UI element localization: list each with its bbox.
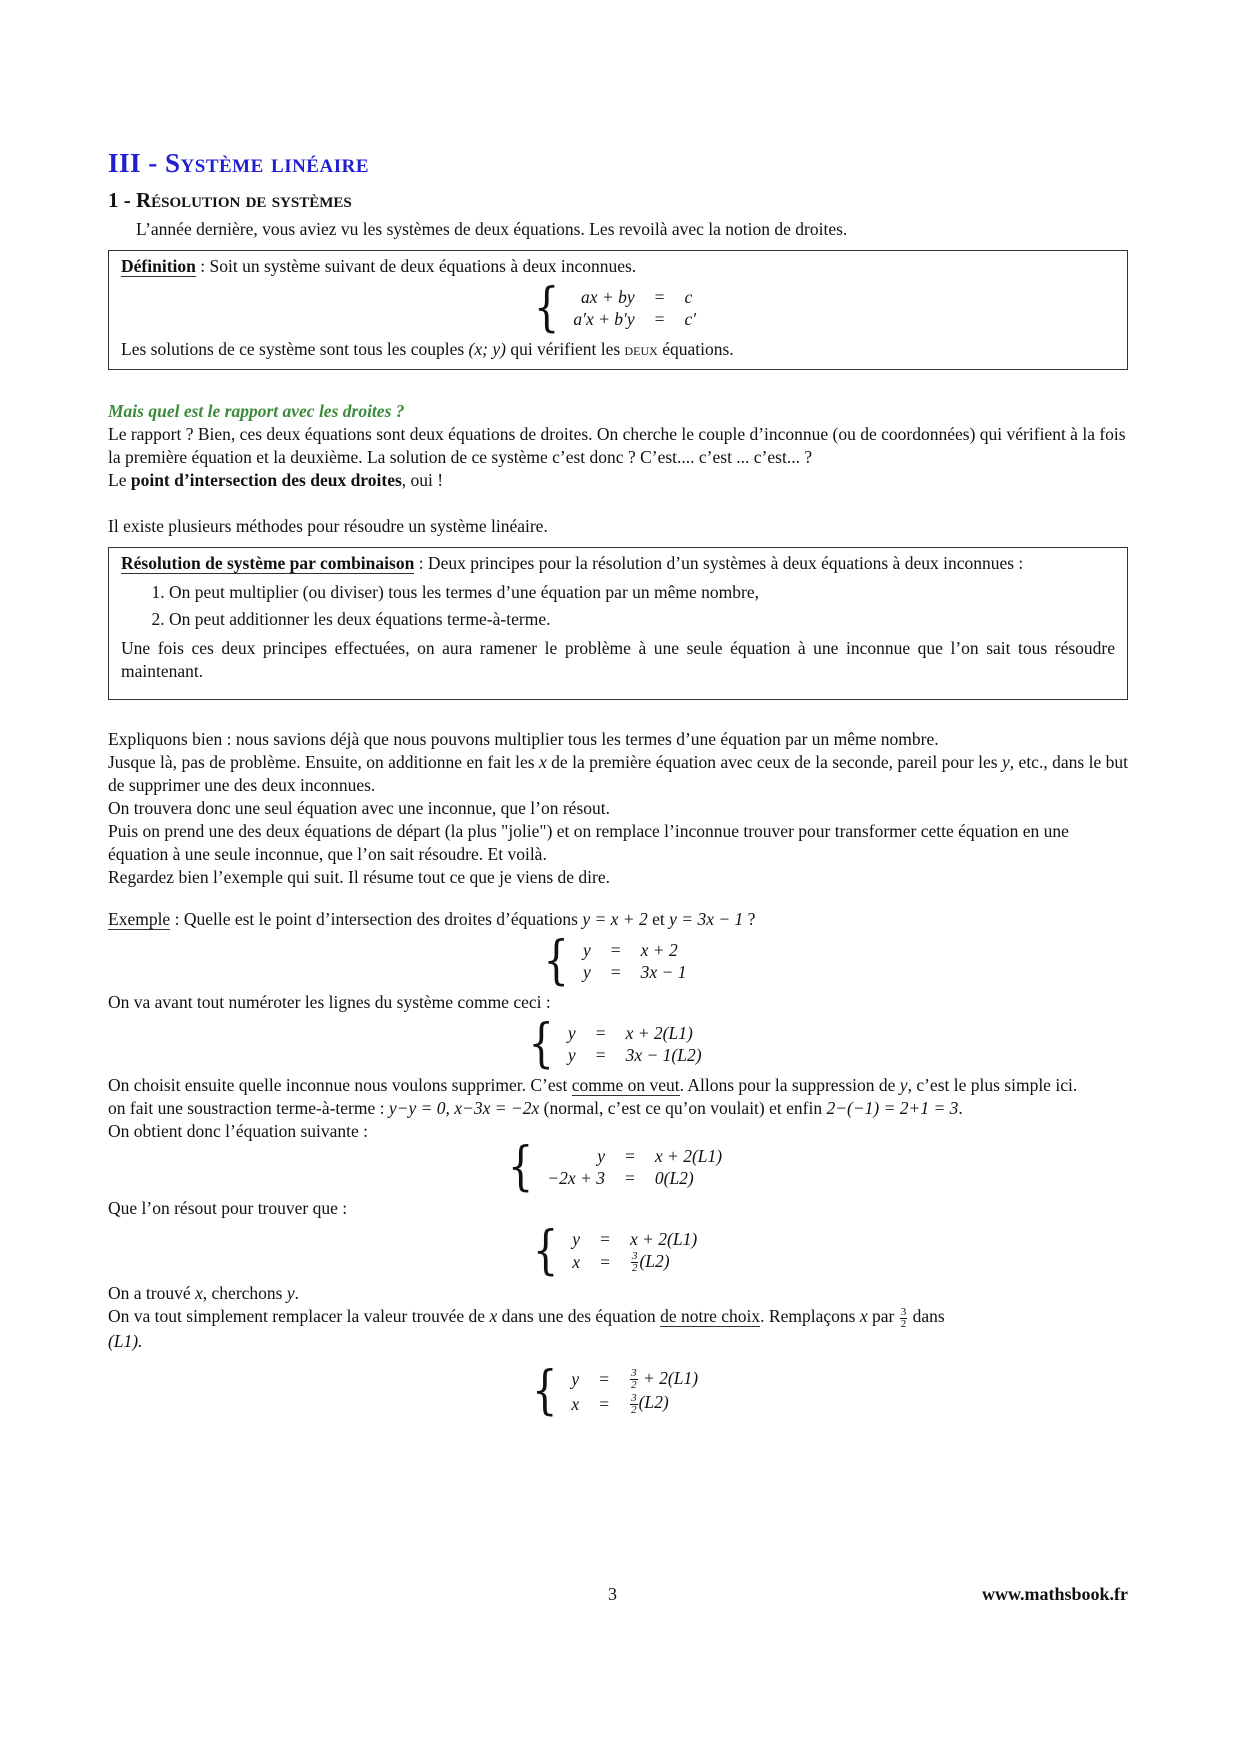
system-brace: { — [532, 1221, 559, 1282]
combination-label: Résolution de système par combinaison — [121, 553, 415, 573]
definition-footer: Les solutions de ce système sont tous les couples (x; y) qui vérifient les deux équations. — [121, 339, 734, 359]
fraction: $\frac{3}{2}$ — [900, 1305, 907, 1330]
answer-conclusion: Le point d’intersection des deux droites, oui ! — [108, 470, 444, 490]
system-row: y = x + 2(L1) — [597, 1146, 723, 1166]
fraction: $\frac{3}{2}$ — [631, 1367, 637, 1392]
system-row: y = 3x − 1(L2) — [567, 1045, 702, 1065]
example-question: Exemple : Quelle est le point d’intersection des droites d’équations y = x + 2 et y = 3x − 1 ? — [108, 909, 756, 929]
system-brace: { — [507, 1137, 534, 1197]
page-number: 3 — [608, 1584, 617, 1604]
system-equations — [577, 939, 692, 983]
number-lines-text: On va avant tout numéroter les lignes du système comme ceci : — [108, 992, 551, 1012]
system-row: y = x + 2(L1) — [567, 1023, 693, 1043]
list-item: 2. On peut additionner les deux équations terme-à-terme. — [169, 607, 1115, 631]
fraction: $\frac{3}{2}$ — [631, 1250, 638, 1275]
list-item: 1. On peut multiplier (ou diviser) tous les termes d’une équation par un même nombre, — [169, 580, 1115, 604]
definition-system — [121, 278, 1115, 338]
system-row: y = $\frac{3}{2}$ + 2(L1) — [571, 1367, 699, 1392]
spacer — [108, 889, 1128, 908]
definition-box — [108, 250, 1128, 370]
page-footer — [108, 1584, 1128, 1608]
system-row: x = $\frac{3}{2}$ (L2) — [571, 1391, 669, 1416]
choose-unknown-text: On choisit ensuite quelle inconnue nous voulons supprimer. C’est comme on veut. Allons pour la suppression de y, c’est le plus simple ici. — [108, 1075, 1078, 1095]
system-brace: { — [543, 931, 569, 991]
page-content — [108, 148, 1128, 1424]
replace-line-ref: (L1). — [108, 1330, 143, 1351]
explanation-line: Expliquons bien : nous savions déjà que nous pouvons multiplier tous les termes d’une équation par un même nombre. — [108, 729, 939, 749]
subtraction-text: on fait une soustraction terme-à-terme : y−y = 0, x−3x = −2x (normal, c’est ce qu’on voulait) et enfin 2−(−1) = 2+1 = 3. — [108, 1098, 963, 1118]
example-system-5 — [108, 1361, 1128, 1422]
intro-paragraph: L’année dernière, vous aviez vu les systèmes de deux équations. Les revoilà avec la notion de droites. — [136, 219, 848, 239]
system-equations — [541, 1145, 728, 1189]
system-brace: { — [531, 1361, 558, 1422]
definition-text: Définition : Soit un système suivant de deux équations à deux inconnues. — [121, 256, 637, 276]
explanation-line: On trouvera donc une seul équation avec une inconnue, que l’on résout. — [108, 798, 610, 818]
example-system-2 — [108, 1014, 1128, 1074]
combination-box — [108, 547, 1128, 700]
combination-footer: Une fois ces deux principes effectuées, on aura ramener le problème à une seule équation à une inconnue que l’on sait tous résoudre maintenant. — [121, 638, 1115, 681]
spacer — [108, 700, 1128, 728]
system-row: x = $\frac{3}{2}$ (L2) — [572, 1250, 670, 1275]
system-equations — [565, 1367, 704, 1416]
system-row: y = x + 2 — [582, 940, 678, 960]
system-equations — [562, 1022, 708, 1066]
replace-text: On va tout simplement remplacer la valeur trouvée de x dans une des équation de notre choix. Remplaçons x par $\frac{3}{2}$ dans — [108, 1305, 945, 1330]
explanation-line: Jusque là, pas de problème. Ensuite, on additionne en fait les x de la première équation avec ceux de la seconde, pareil pour les y, etc., dans le but de supprimer une des deux inconnues. — [108, 752, 1128, 795]
example-system-1 — [108, 931, 1128, 991]
example-system-3 — [108, 1137, 1128, 1197]
question-heading: Mais quel est le rapport avec les droites ? — [108, 401, 405, 421]
principles-list — [121, 580, 1115, 631]
answer-paragraph: Le rapport ? Bien, ces deux équations sont deux équations de droites. On cherche le couple d’inconnue (ou de coordonnées) qui vérifient à la fois la première équation et la deuxième. La solution de ce système c’est donc ? C’est.... c’est ... c’est... ? — [108, 424, 1126, 467]
methods-paragraph: Il existe plusieurs méthodes pour résoudre un système linéaire. — [108, 516, 548, 536]
system-equations — [567, 286, 702, 330]
solve-text: Que l’on résout pour trouver que : — [108, 1198, 348, 1218]
site-url: www.mathsbook.fr — [981, 1584, 1128, 1604]
fraction: $\frac{3}{2}$ — [631, 1391, 637, 1416]
system-row: y = 3x − 1 — [582, 962, 687, 982]
system-equations — [566, 1228, 703, 1274]
explanation-line: Puis on prend une des deux équations de départ (la plus "jolie") et on remplace l’inconnue trouver pour transformer cette équation en une équation à une seule inconnue, que l’on sait résoudre. Et voilà. — [108, 821, 1069, 864]
obtain-text: On obtient donc l’équation suivante : — [108, 1121, 369, 1141]
definition-label: Définition — [121, 256, 196, 276]
example-system-4 — [108, 1221, 1128, 1282]
system-row: −2x + 3 = 0(L2) — [547, 1168, 694, 1188]
system-row: ax + by = c — [581, 287, 693, 307]
system-row: y = x + 2(L1) — [572, 1229, 698, 1249]
example-label: Exemple — [108, 909, 171, 929]
subsection-title: 1 - Résolution de systèmes — [108, 188, 352, 212]
explanation-line: Regardez bien l’exemple qui suit. Il résume tout ce que je viens de dire. — [108, 867, 610, 887]
found-text: On a trouvé x, cherchons y. — [108, 1283, 300, 1304]
combination-text: Résolution de système par combinaison : Deux principes pour la résolution d’un systèmes à deux équations à deux inconnues : — [121, 553, 1024, 573]
system-brace: { — [533, 278, 560, 338]
section-title: III - Système linéaire — [108, 148, 369, 178]
system-row: a′x + b′y = c′ — [573, 309, 697, 329]
spacer — [108, 492, 1128, 515]
system-brace: { — [528, 1014, 554, 1074]
